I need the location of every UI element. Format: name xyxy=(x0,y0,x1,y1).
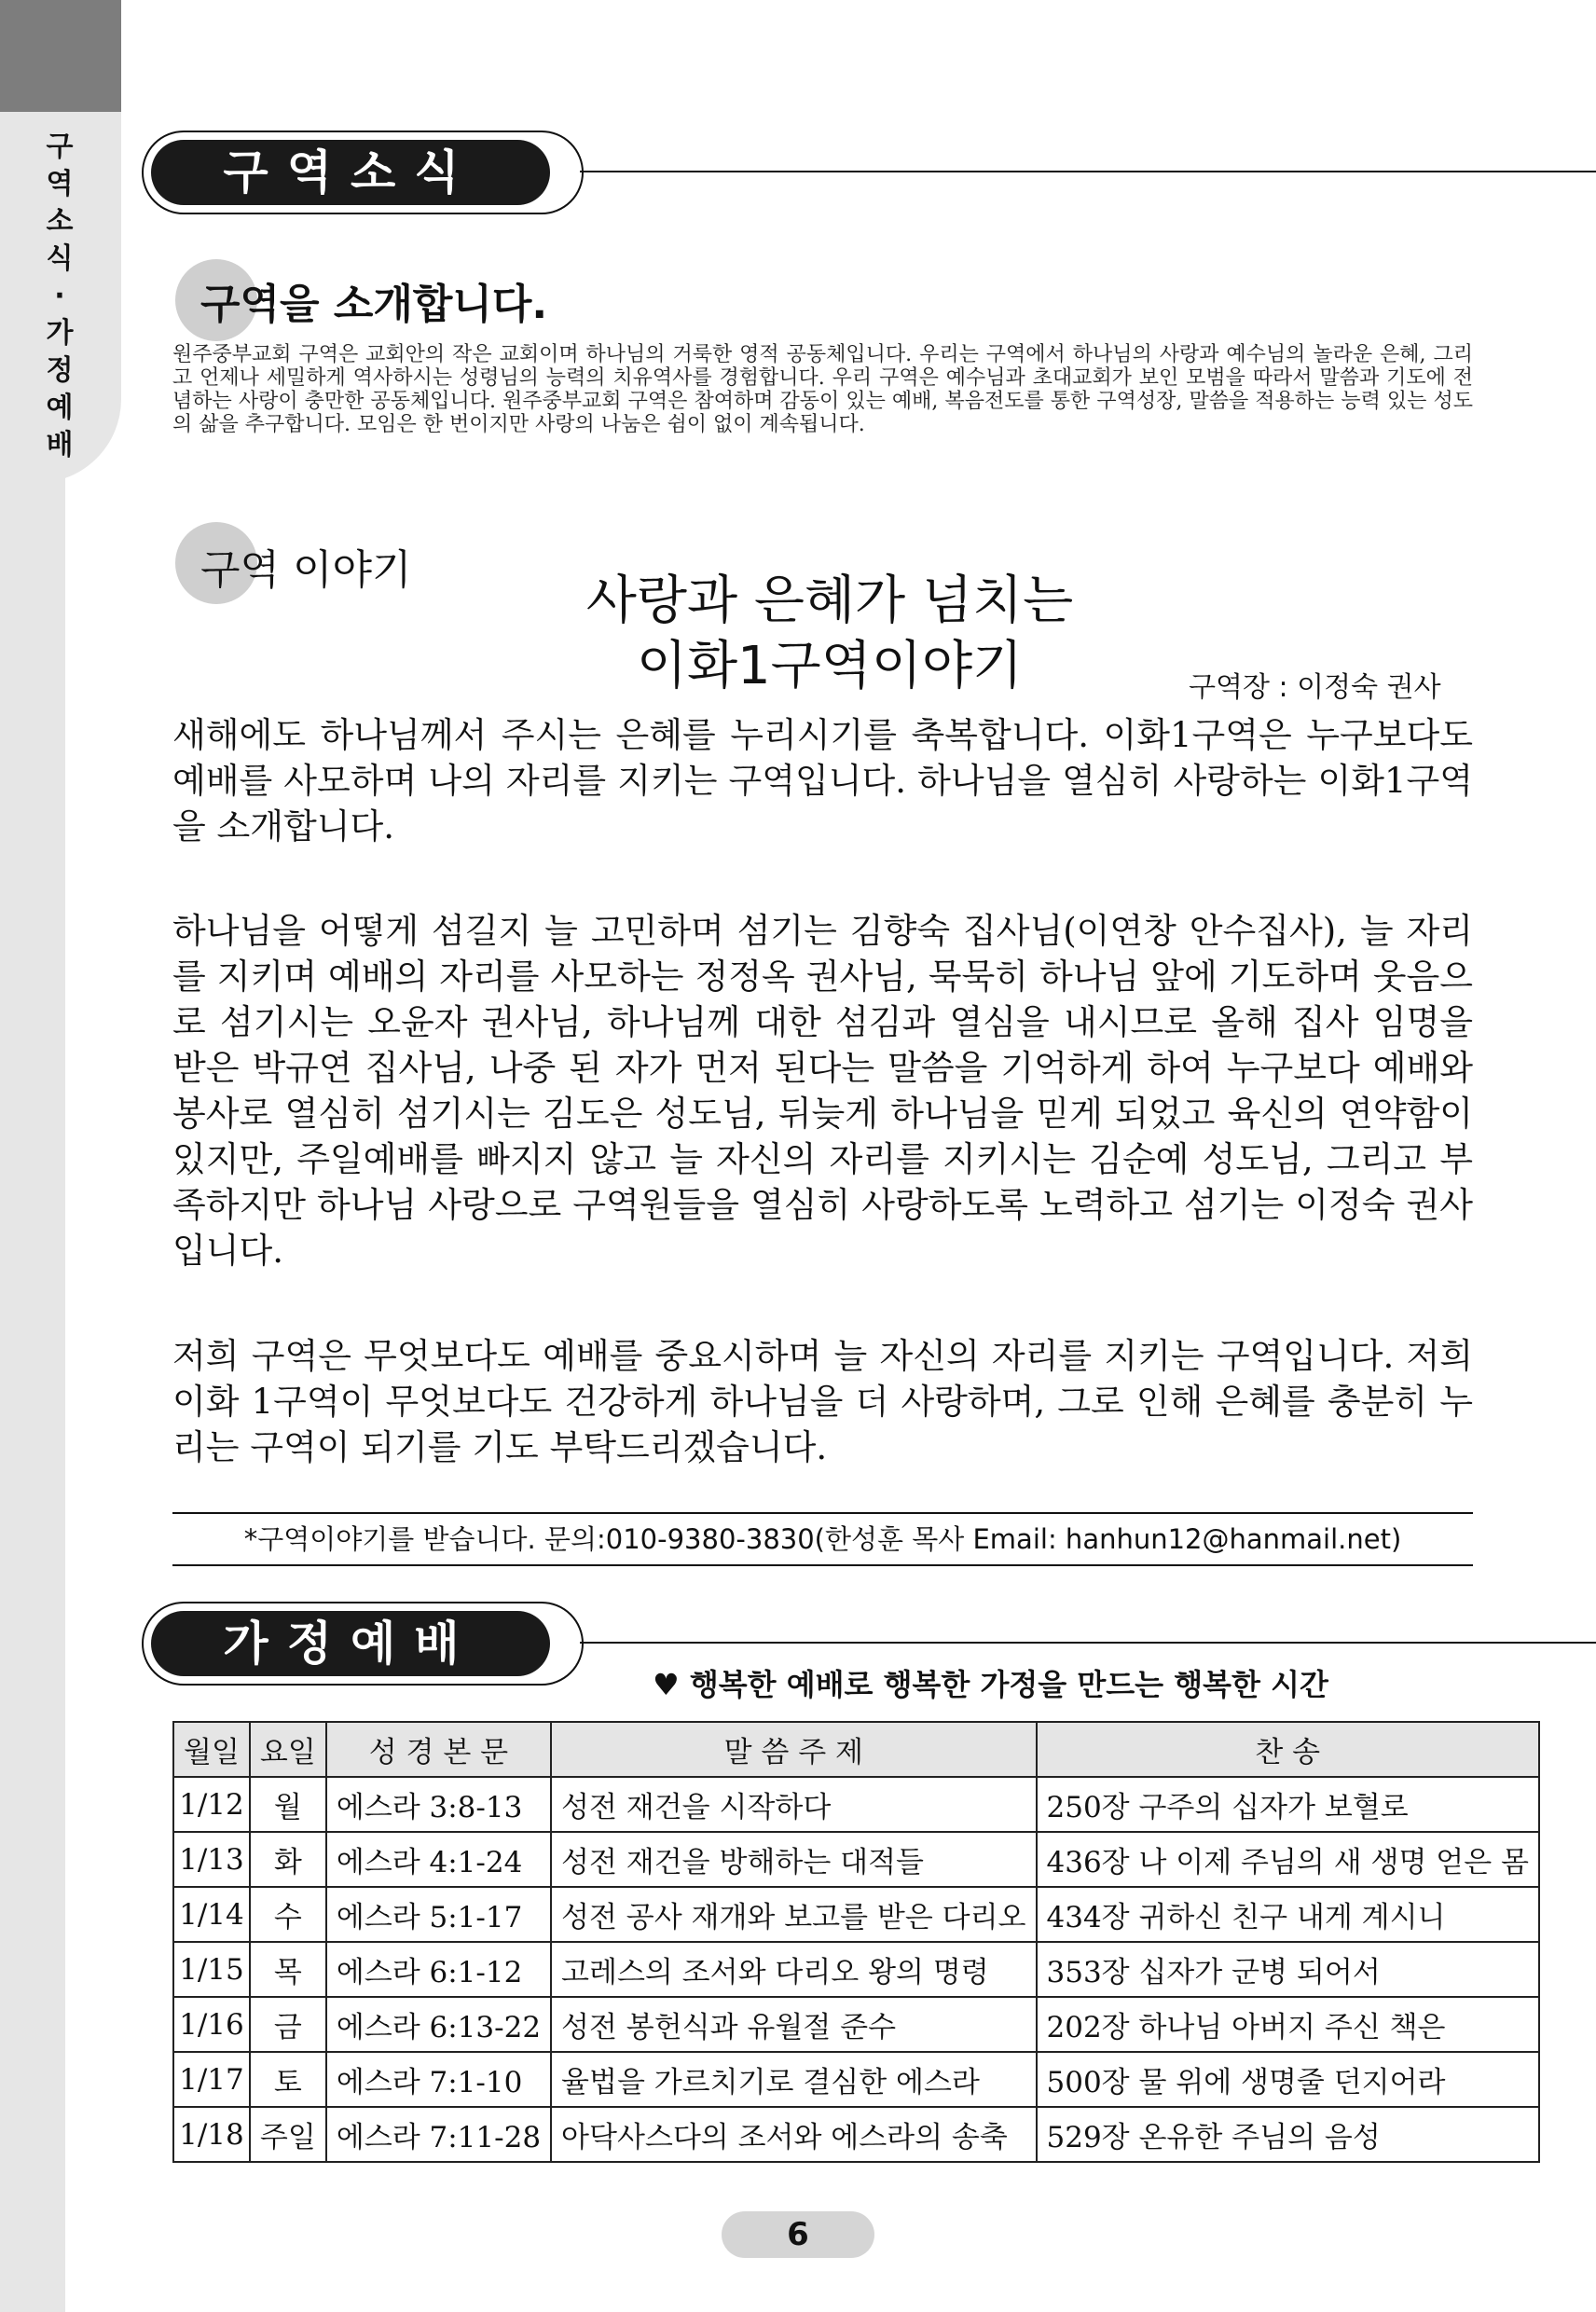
date-cell: 1/17 xyxy=(173,2052,250,2107)
story-title-line-2: 이화1구역이야기 xyxy=(636,636,1024,696)
hymn-cell: 250장 구주의 십자가 보혈로 xyxy=(1037,1777,1539,1832)
col-hymn: 찬 송 xyxy=(1037,1722,1539,1777)
news-header xyxy=(142,131,584,214)
topic-cell: 성전 재건을 시작하다 xyxy=(551,1777,1036,1832)
hymn-cell: 436장 나 이제 주님의 새 생명 얻은 몸 xyxy=(1037,1832,1539,1887)
topic-cell: 성전 재건을 방해하는 대적들 xyxy=(551,1832,1036,1887)
story-title-line-1: 사랑과 은혜가 넘치는 xyxy=(585,571,1074,631)
worship-schedule-table xyxy=(172,1721,1540,2163)
date-cell: 1/16 xyxy=(173,1997,250,2052)
topic-cell: 성전 공사 재개와 보고를 받은 다리오 xyxy=(551,1887,1036,1942)
table-row xyxy=(173,1832,1539,1887)
table-row xyxy=(173,1887,1539,1942)
story-title xyxy=(503,569,1156,699)
day-cell: 주일 xyxy=(250,2107,326,2162)
side-top-block xyxy=(0,0,121,112)
scripture-cell: 에스라 4:1-24 xyxy=(326,1832,551,1887)
topic-cell: 고레스의 조서와 다리오 왕의 명령 xyxy=(551,1942,1036,1997)
day-cell: 화 xyxy=(250,1832,326,1887)
col-day: 요일 xyxy=(250,1722,326,1777)
contact-notice: *구역이야기를 받습니다. 문의:010-9380-3830(한성훈 목사 Email: hanhun12@hanmail.net) xyxy=(172,1512,1473,1566)
table-header-row xyxy=(173,1722,1539,1777)
worship-tagline: ♥ 행복한 예배로 행복한 가정을 만드는 행복한 시간 xyxy=(653,1667,1328,1702)
scripture-cell: 에스라 6:1-12 xyxy=(326,1942,551,1997)
day-cell: 수 xyxy=(250,1887,326,1942)
topic-cell: 아닥사스다의 조서와 에스라의 송축 xyxy=(551,2107,1036,2162)
table-row xyxy=(173,2052,1539,2107)
table-row xyxy=(173,1777,1539,1832)
scripture-cell: 에스라 7:11-28 xyxy=(326,2107,551,2162)
date-cell: 1/13 xyxy=(173,1832,250,1887)
story-author: 구역장 : 이정숙 권사 xyxy=(1189,671,1441,704)
col-topic: 말 씀 주 제 xyxy=(551,1722,1036,1777)
scripture-cell: 에스라 7:1-10 xyxy=(326,2052,551,2107)
story-paragraph-1: 새해에도 하나님께서 주시는 은혜를 누리시기를 축복합니다. 이화1구역은 누구보다도 예배를 사모하며 나의 자리를 지키는 구역입니다. 하나님을 열심히 사랑하는 이화1구역을 소개합니다. xyxy=(172,715,1473,846)
col-date: 월일 xyxy=(173,1722,250,1777)
table-row xyxy=(173,2107,1539,2162)
intro-text: 원주중부교회 구역은 교회안의 작은 교회이며 하나님의 거룩한 영적 공동체입니다. 우리는 구역에서 하나님의 사랑과 예수님의 놀라운 은혜, 그리고 언제나 세밀하게 역사하시는 성령님의 능력의 치유역사를 경험합니다. 우리 구역은 예수님과 초대교회가 보인 모범을 따라서 말씀과 기도에 전념하는 사랑이 충만한 공동체입니다. 원주중부교회 구역은 참여하며 감동이 있는 예배, 복음전도를 통한 구역성장, 말씀을 적용하는 능력 있는 성도의 삶을 추구합니다. 모임은 한 번이지만 사랑의 나눔은 쉼이 없이 계속됩니다. xyxy=(172,343,1473,436)
page-number: 6 xyxy=(722,2211,874,2258)
worship-header-rule xyxy=(580,1642,1596,1644)
date-cell: 1/12 xyxy=(173,1777,250,1832)
news-header-rule xyxy=(580,171,1596,172)
day-cell: 목 xyxy=(250,1942,326,1997)
scripture-cell: 에스라 6:13-22 xyxy=(326,1997,551,2052)
worship-header xyxy=(142,1602,584,1686)
date-cell: 1/15 xyxy=(173,1942,250,1997)
hymn-cell: 529장 온유한 주님의 음성 xyxy=(1037,2107,1539,2162)
table-row xyxy=(173,1942,1539,1997)
date-cell: 1/18 xyxy=(173,2107,250,2162)
scripture-cell: 에스라 5:1-17 xyxy=(326,1887,551,1942)
col-scripture: 성 경 본 문 xyxy=(326,1722,551,1777)
story-heading: 구역 이야기 xyxy=(200,546,412,594)
hymn-cell: 500장 물 위에 생명줄 던지어라 xyxy=(1037,2052,1539,2107)
date-cell: 1/14 xyxy=(173,1887,250,1942)
news-header-label: 구역소식 xyxy=(151,140,550,205)
section-side-label: 구 역 소 식 · 가 정 예 배 xyxy=(46,131,74,461)
worship-header-label: 가정예배 xyxy=(151,1611,550,1676)
day-cell: 금 xyxy=(250,1997,326,2052)
topic-cell: 성전 봉헌식과 유월절 준수 xyxy=(551,1997,1036,2052)
topic-cell: 율법을 가르치기로 결심한 에스라 xyxy=(551,2052,1036,2107)
story-paragraph-2: 하나님을 어떻게 섬길지 늘 고민하며 섬기는 김향숙 집사님(이연창 안수집사), 늘 자리를 지키며 예배의 자리를 사모하는 정정옥 권사님, 묵묵히 하나님 앞에 기도하며 웃음으로 섬기시는 오윤자 권사님, 하나님께 대한 섬김과 열심을 내시므로 올해 집사 임명을 받은 박규연 집사님, 나중 된 자가 먼저 된다는 말씀을 기억하게 하여 누구보다 예배와 봉사로 열심히 섬기시는 김도은 성도님, 뒤늦게 하나님을 믿게 되었고 육신의 연약함이 있지만, 주일예배를 빠지지 않고 늘 자신의 자리를 지키시는 김순예 성도님, 그리고 부족하지만 하나님 사랑으로 구역원들을 열심히 사랑하도록 노력하고 섬기는 이정숙 권사입니다. xyxy=(172,911,1473,1271)
hymn-cell: 434장 귀하신 친구 내게 계시니 xyxy=(1037,1887,1539,1942)
intro-heading: 구역을 소개합니다. xyxy=(200,281,548,328)
table-row xyxy=(173,1997,1539,2052)
day-cell: 토 xyxy=(250,2052,326,2107)
day-cell: 월 xyxy=(250,1777,326,1832)
hymn-cell: 353장 십자가 군병 되어서 xyxy=(1037,1942,1539,1997)
story-paragraph-3: 저희 구역은 무엇보다도 예배를 중요시하며 늘 자신의 자리를 지키는 구역입니다. 저희 이화 1구역이 무엇보다도 건강하게 하나님을 더 사랑하며, 그로 인해 은혜를 충분히 누리는 구역이 되기를 기도 부탁드리겠습니다. xyxy=(172,1336,1473,1467)
scripture-cell: 에스라 3:8-13 xyxy=(326,1777,551,1832)
hymn-cell: 202장 하나님 아버지 주신 책은 xyxy=(1037,1997,1539,2052)
